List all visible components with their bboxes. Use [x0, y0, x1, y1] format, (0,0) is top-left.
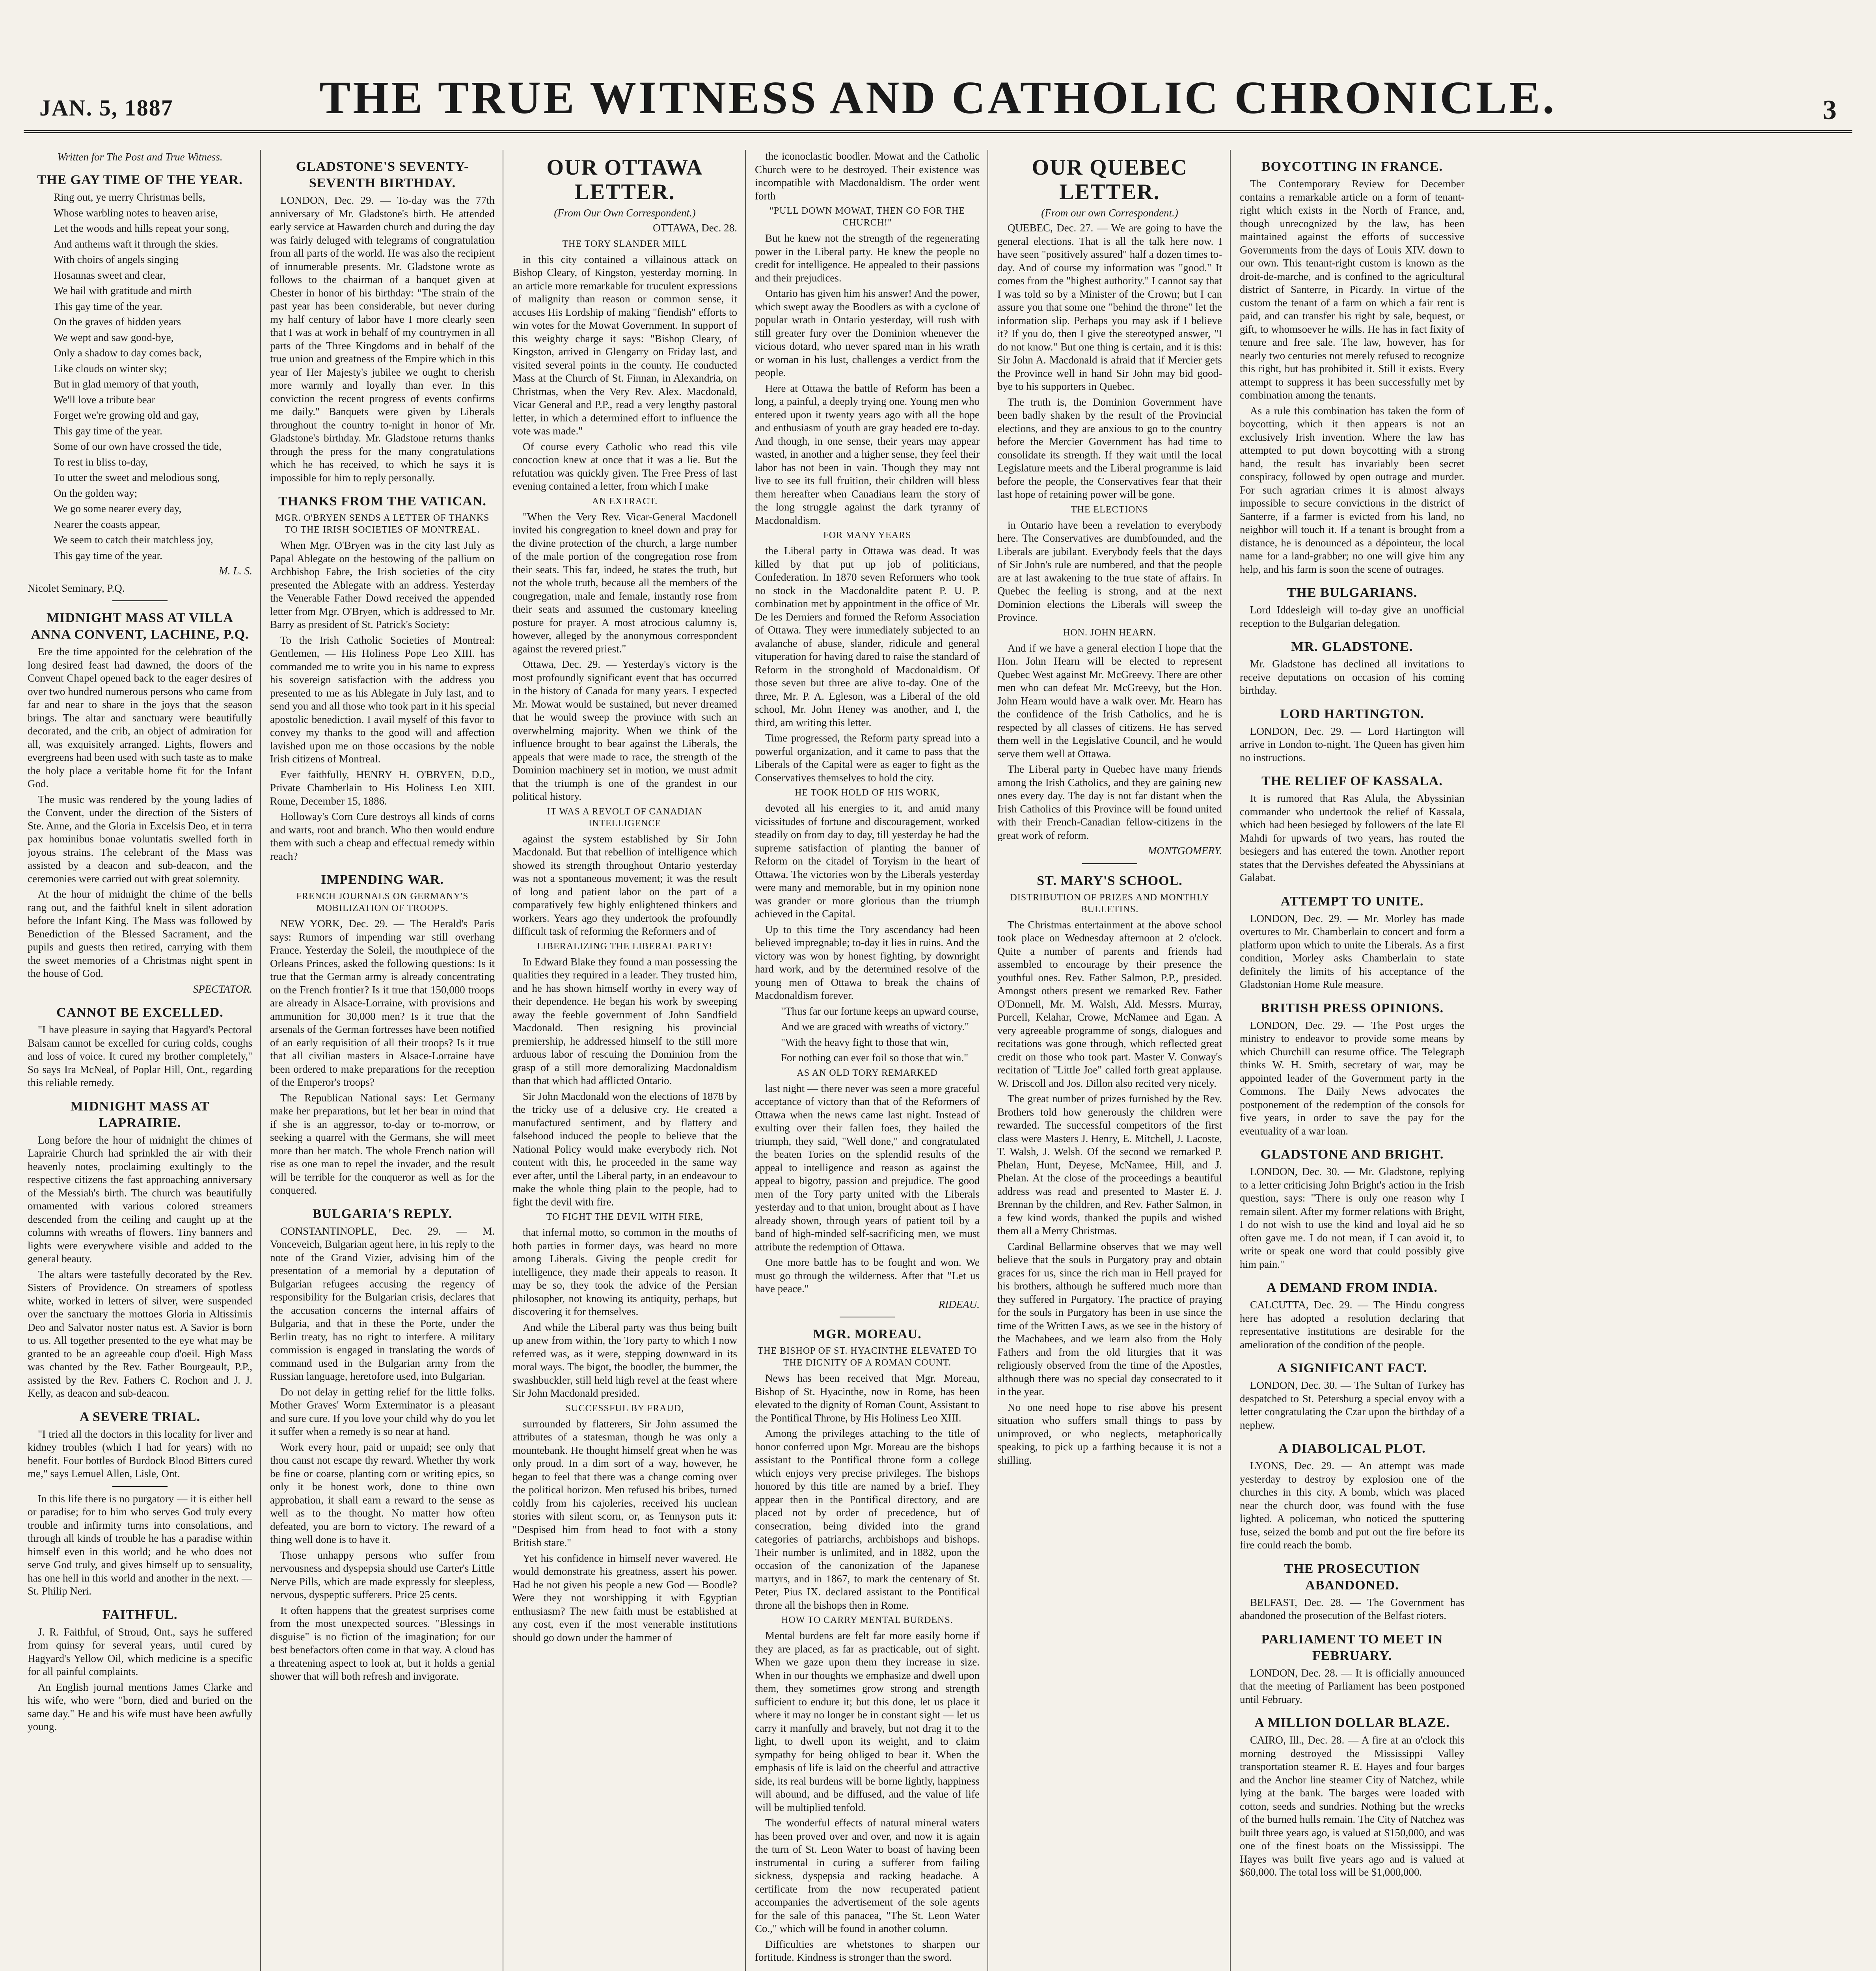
paragraph: When Mgr. O'Bryen was in the city last July as Papal Ablegate on the bestowing of the pallium on Archbishop Fabre, the Irish societies of the city presented the Ablegate with an address. Yesterday the Venerable Father Dowd received the appended letter from Mgr. O'Bryen, which is addressed to Mr. Barry as president of St. Patrick's Society: — [270, 539, 495, 630]
column-6 — [1240, 150, 1464, 1971]
article-headline: A DEMAND FROM INDIA. — [1267, 1280, 1438, 1295]
article-signature: MONTGOMERY. — [1148, 845, 1222, 857]
paragraph: surrounded by flatterers, Sir John assumed the attributes of a statesman, though he was only a mountebank. He thought himself great when he was only proud. In a dim sort of a way, however, he began to feel that there was a change coming over the political horizon. Men refused his bribes, turned coldly from his cajoleries, received his unclean stories with silent scorn, or, as Tennyson puts it: "Despised him from head to foot with a stony British stare." — [512, 1418, 737, 1548]
article-body — [1240, 1596, 1464, 1623]
section-head: AN EXTRACT. — [592, 496, 658, 507]
poem-line: Let the woods and hills repeat your song, — [54, 222, 229, 234]
article-body — [512, 510, 737, 803]
issue-date: JAN. 5, 1887 — [39, 95, 173, 121]
paragraph: Holloway's Corn Cure destroys all kinds of corns and warts, root and branch. Who then would endure them with such a cheap and effectual remedy within reach? — [270, 810, 495, 862]
paragraph: Difficulties are whetstones to sharpen our fortitude. Kindness is stronger than the sword. — [755, 1938, 980, 1963]
paragraph: The Liberal party in Quebec have many friends among the Irish Catholics, and they are gaining new ones every day. The day is not far distant when the Irish Catholics of this Province will be found united with their French-Canadian fellow-citizens in the great work of reform. — [997, 763, 1222, 841]
paragraph: Long before the hour of midnight the chimes of Laprairie Church had sprinkled the air with their heavenly notes, proclaiming exultingly to the respective citizens the fast approaching anniversary of the Messiah's birth. The church was beautifully ornamented with various colored streamers descended from the ceiling and caught up at the columns with wreaths of flowers. Tiny banners and lights were everywhere visible and added to the general beauty. — [28, 1134, 252, 1265]
section-head: THE ELECTIONS — [1071, 504, 1149, 515]
article-body — [28, 1626, 252, 1734]
letter-headline: OUR OTTAWA LETTER. — [546, 155, 703, 204]
paragraph: As a rule this combination has taken the form of boycotting, which it then appears is not an exclusively Irish invention. Where the law has attempted to put down boycotting with a strong hand, the result has invariably been secret conspiracy, followed by open outrage and murder. For such agrarian crimes it is almost always impossible to secure convictions in the district of Santerre, if a farmer is evicted from his land, no neighbor will touch it. If a tenant is brought from a distance, he is denounced as a dépointeur, the local name for a land-grabber; no one will give him any help, and his farm is soon the scene of outrages. — [1240, 404, 1464, 575]
paragraph: An English journal mentions James Clarke and his wife, who were "born, died and buried on the same day." He and his wife must have been awfully young. — [28, 1681, 252, 1733]
poem-line: We go some nearer every day, — [54, 503, 182, 514]
paragraph: CAIRO, Ill., Dec. 28. — A fire at an o'clock this morning destroyed the Mississippi Valley transportation steamer R. E. Hayes and four barges and the Anchor line steamer City of Natchez, while lying at the bank. The barges were loaded with cotton, seeds and sundries. Nothing but the wrecks of the burned hulls remain. The City of Natchez was built three years ago, is valued at $150,000, and was one of the finest boats on the Mississippi. The Hayes was built five years ago and is valued at $60,000. The total loss will be $1,000,000. — [1240, 1734, 1464, 1878]
paragraph: But he knew not the strength of the regenerating power in the Liberal party. He knew the people no credit for intelligence. He appealed to their passions and their prejudices. — [755, 232, 980, 284]
article-body — [512, 1418, 737, 1645]
verse-line: "Thus far our fortune keeps an upward course, — [781, 1005, 979, 1017]
poem-line: Nearer the coasts appear, — [54, 518, 160, 530]
article-subheadline: DISTRIBUTION OF PRIZES AND MONTHLY BULLETINS. — [1010, 892, 1209, 915]
paragraph: Among the privileges attaching to the title of honor conferred upon Mgr. Moreau are the bishops assistant to the Pontifical throne form a college which enjoys very precise privileges. The bishops honored by this title are named by a brief. They appear then in the Pontifical directory, and are placed not by order of precedence, but of consecration, being divided into the grand categories of patriarchs, archbishops and bishops. Their number is unlimited, and in 1882, upon the occasion of the canonization of the Japanese martyrs, and in 1867, to mark the centenary of St. Peter, Pius IX. declared assistant to the Pontifical throne all the bishops then in Rome. — [755, 1427, 980, 1611]
paragraph: Of course every Catholic who read this vile concoction knew at once that it was a lie. But the refutation was quickly given. The Free Press of last evening contained a letter, from which I make — [512, 440, 737, 492]
verse-line: "With the heavy fight to those that win, — [781, 1036, 949, 1048]
paragraph: LONDON, Dec. 29. — To-day was the 77th anniversary of Mr. Gladstone's birth. He attended early service at Hawarden church and during the day was fairly deluged with telegrams of congratulation from all parts of the world. He was also the recipient of innumerable presents. Mr. Gladstone wrote as follows to the chairman of a banquet given at Chester in honor of his birthday: "The strain of the past year has been considerable, but never during my half century of labor have I more clearly seen that I was at work in behalf of my countrymen in all parts of the Three Kingdoms and in behalf of the true union and greatness of the Empire which in this year of Her Majesty's jubilee we ought to cherish more warmly and loyally than ever. In this conviction the recent progress of events confirms me daily." Banquets were given by Liberals throughout the country to-night in honor of Mr. Gladstone's birthday. Mr. Gladstone returns thanks through the press for the many congratulations which he has received, to which he says it is impossible for him to reply personally. — [270, 194, 495, 484]
article-body — [1240, 1459, 1464, 1552]
poem-verses — [28, 191, 252, 562]
paragraph: against the system established by Sir John Macdonald. But that rebellion of intelligence which showed its strength throughout Ontario yesterday was not a spontaneous movement; it was the result of long and patient labor on the part of a comparatively few highly enlightened thinkers and workers. Years ago they undertook the profoundly difficult task of reforming the Reformers and of — [512, 833, 737, 937]
article-headline: ATTEMPT TO UNITE. — [1280, 894, 1424, 909]
article-body — [1240, 1019, 1464, 1138]
paragraph: Lord Iddesleigh will to-day give an unofficial reception to the Bulgarian delegation. — [1240, 604, 1464, 629]
poem-line: Whose warbling notes to heaven arise, — [54, 207, 218, 219]
column-rule — [987, 150, 988, 1971]
page-number: 3 — [1823, 95, 1837, 125]
article-body — [1240, 1165, 1464, 1271]
article-subheadline: THE BISHOP OF ST. HYACINTHE ELEVATED TO THE DIGNITY OF A ROMAN COUNT. — [757, 1346, 977, 1368]
section-head: IT WAS A REVOLT OF CANADIAN INTELLIGENCE — [547, 806, 703, 829]
article-body — [997, 642, 1222, 842]
article-body — [28, 1023, 252, 1090]
section-head: HOW TO CARRY MENTAL BURDENS. — [781, 1615, 953, 1625]
poem-line: This gay time of the year. — [54, 425, 162, 437]
paragraph: the Liberal party in Ottawa was dead. It was killed by that put up job of politicians, Confederation. In 1870 seven Reformers who took no stock in the Macdonaldite patent P. U. P. combination met by appointment in the office of Mr. De les Derniers and formed the Reform Association of Ottawa. They were immediately subjected to an avalanche of abuse, slander, ridicule and general vituperation for having dared to raise the standard of Reform in the stronghold of Macdonaldism. Of those seven but three are alive to-day. One of the three, Mr. P. A. Egleson, was a Liberal of the old school, Mr. John Heney was another, and I, the third, am writing this letter. — [755, 545, 980, 728]
article-body — [270, 194, 495, 484]
paragraph: It often happens that the greatest surprises come from the most unexpected sources. "Blessings in disguise" is no fiction of the imagination; for our best benefactors often come in that way. A cloud has a threatening aspect to look at, but it holds a genial shower that will both refresh and invigorate. — [270, 1604, 495, 1682]
article-body — [1240, 1667, 1464, 1706]
article-headline: A SEVERE TRIAL. — [79, 1409, 201, 1424]
poem-line: With choirs of angels singing — [54, 253, 179, 265]
paragraph: Cardinal Bellarmine observes that we may well believe that the souls in Purgatory pray and obtain graces for us, since the rich man in Hell prayed for his brothers, although he suffered much more than they suffered in Purgatory. The practice of praying for the souls in Purgatory has been in use since the time of the Written Laws, as we see in the history of the Machabees, and we learn also from the Holy Fathers and from the old liturgies that it was religiously observed from the time of the Apostles, although there was no special day consecrated to it in the year. — [997, 1240, 1222, 1397]
verse-line: For nothing can ever foil so those that win." — [781, 1052, 969, 1064]
article-body — [1240, 604, 1464, 630]
poem-line: To utter the sweet and melodious song, — [54, 471, 220, 483]
article-body — [28, 1428, 252, 1481]
article-subheadline: FRENCH JOURNALS ON GERMANY'S MOBILIZATION OF TROOPS. — [296, 891, 469, 913]
paragraph: Sir John Macdonald won the elections of 1878 by the tricky use of a delusive cry. He created a manufactured sentiment, and by flattery and falsehood induced the people to believe that the National Policy would make everybody rich. Not content with this, he proceeded in the same way ever after, until the Liberal party, in an endeavour to make the whole thing plain to the people, had to fight the devil with fire. — [512, 1090, 737, 1208]
paragraph: Those unhappy persons who suffer from nervousness and dyspepsia should use Carter's Little Nerve Pills, which are made expressly for sleepless, nervous, dyspeptic sufferers. Price 25 cents. — [270, 1549, 495, 1600]
paragraph: LONDON, Dec. 28. — It is officially announced that the meeting of Parliament has been postponed until February. — [1240, 1667, 1464, 1705]
article-headline: MR. GLADSTONE. — [1291, 639, 1413, 654]
article-headline: ST. MARY'S SCHOOL. — [1037, 873, 1183, 888]
paragraph: in Ontario have been a revelation to everybody here. The Conservatives are dumbfounded, and the Liberals are jubilant. Everybody feels that the days of Sir John's rule are numbered, and that the people are at last awakening to the true state of affairs. In Quebec the feeling is strong, and at the next Dominion elections the Liberals will sweep the Province. — [997, 519, 1222, 623]
paragraph: The great number of prizes furnished by the Rev. Brothers told how generously the children were rewarded. The successful competitors of the first class were Masters J. Henry, E. Mitchell, J. Lacoste, T. Walsh, J. Welsh. Of the second we remarked P. Phelan, Hunt, Deyese, McNamee, Hill, and J. Phelan. At the close of the proceedings a beautiful address was read and presented to Master E. J. Brennan by the children, and Rev. Father Salmon, in a few kind words, thanked the pupils and wished them all a Merry Christmas. — [997, 1093, 1222, 1237]
paragraph: At the hour of midnight the chime of the bells rang out, and the faithful knelt in silent adoration before the Infant King. The Mass was followed by Benediction of the Blessed Sacrament, and the pupils and guests then retired, carrying with them the sweet memories of a Christmas night spent in the house of God. — [28, 888, 252, 979]
poem-line: But in glad memory of that youth, — [54, 378, 199, 390]
poem-line: Hosannas sweet and clear, — [54, 269, 166, 281]
paragraph: that infernal motto, so common in the mouths of both parties in former days, was heard no more among Liberals. Giving the people credit for intelligence, they made their appeals to reason. It may be so, they took the advice of the Persian philosopher, not knowing its antiquity, perhaps, but discovering it for themselves. — [512, 1226, 737, 1317]
poem-note: Written for The Post and True Witness. — [57, 151, 223, 163]
article-body — [1240, 1379, 1464, 1432]
section-head: "PULL DOWN MOWAT, THEN GO FOR THE CHURCH!" — [769, 206, 965, 228]
paragraph: The Republican National says: Let Germany make her preparations, but let her bear in mind that if she is an aggressor, to-day or to-morrow, or seeking a quarrel with the Germans, she will meet more than her match. The whole French nation will rise as one man to repel the invader, and the result will be terrible for the conqueror as well as for the conquered. — [270, 1092, 495, 1196]
newspaper-title: THE TRUE WITNESS AND CATHOLIC CHRONICLE. — [319, 72, 1557, 123]
poem-line: Forget we're growing old and gay, — [54, 409, 199, 421]
poem-line: Only a shadow to day comes back, — [54, 347, 202, 359]
poem-line: This gay time of the year. — [54, 549, 162, 561]
article-headline: MIDNIGHT MASS AT VILLA ANNA CONVENT, LACHINE, P.Q. — [31, 611, 249, 642]
article-body — [1240, 725, 1464, 765]
paragraph: No one need hope to rise above his present situation who suffers small things to pass by unimproved, or who neglects, metaphorically speaking, to pick up a farthing because it is not a shilling. — [997, 1401, 1222, 1466]
article-body — [755, 1082, 980, 1296]
letter-subnote: (From Our Own Correspondent.) — [554, 207, 696, 219]
letter-subnote: (From our own Correspondent.) — [1041, 207, 1178, 219]
article-headline: BOYCOTTING IN FRANCE. — [1261, 159, 1443, 174]
article-body — [1240, 1298, 1464, 1351]
paragraph: NEW YORK, Dec. 29. — The Herald's Paris says: Rumors of impending war still overhang France. Yesterday the Soleil, the mouthpiece of the Orleans Princes, asked the following questions: Is it true that the German army is already concentrating on the French frontier? Is it true that 150,000 troops are already in Alsace-Lorraine, with provisions and ammunition for 30,000 men? Is it true that the arsenals of the German fortresses have been notified of an early requisition of all their troops? Is it true that all civilian masters in Alsace-Lorraine have been ordered to make preparations for the reception of the Emperor's troops? — [270, 918, 495, 1088]
article-headline: THE BULGARIANS. — [1287, 585, 1418, 600]
article-headline: A MILLION DOLLAR BLAZE. — [1254, 1716, 1450, 1730]
paragraph: the iconoclastic boodler. Mowat and the Catholic Church were to be destroyed. Their existence was incompatible with Macdonaldism. The order went forth — [755, 150, 980, 202]
paragraph: The Christmas entertainment at the above school took place on Wednesday afternoon at 2 o'clock. Quite a number of parents and friends had assembled to encourage by their presence the youthful ones. Rev. Father Salmon, P.P., presided. Amongst others present we remarked Rev. Father O'Donnell, Mr. M. Walsh, Ald. Messrs. Murray, Purcell, Kelahar, Crowe, McNamee and Egan. A very agreeable programme of songs, dialogues and recitations was gone through, which reflected great credit on those who took part. Master V. Conway's recitation of "Little Joe" called forth great applause. W. Driscoll and Jos. Dillon also recited very nicely. — [997, 918, 1222, 1089]
section-head: FOR MANY YEARS — [823, 530, 911, 540]
paragraph: QUEBEC, Dec. 27. — We are going to have the general elections. That is all the talk here now. I have seen "positively assured" half a dozen times to-day. And of course my information was "good." It comes from the "highest authority." I cannot say that I was told so by a Minister of the Crown; but I can assure you that some one "behind the throne" let the information slip. Perhaps you may ask if I believe it? If you do, then I give the stereotyped answer, "I do not know." But one thing is certain, and it is this: Sir John A. Macdonald is afraid that if Mercier gets the Province well in hand Sir John may bid good-bye to his supporters in Quebec. — [997, 222, 1222, 392]
paragraph: The truth is, the Dominion Government have been badly shaken by the result of the Provincial elections, and they are anxious to go to the country before the Mercier Government has had time to consolidate its strength. If they wait until the local Legislature meets and the Liberal programme is laid before the people, the Conservatives fear that their last hope of retaining power will be gone. — [997, 396, 1222, 500]
poem-place: Nicolet Seminary, P.Q. — [28, 582, 125, 594]
paragraph: In Edward Blake they found a man possessing the qualities they required in a leader. They trusted him, and he has shown himself worthy in every way of their dependence. He began his work by sweeping away the feeble government of John Sandfield Macdonald. Then resigning his provincial premiership, he addressed himself to the still more arduous labor of rescuing the Dominion from the grasp of a still more demoralizing Macdonaldism than that which had afflicted Ontario. — [512, 956, 737, 1086]
paragraph: One more battle has to be fought and won. We must go through the wilderness. After that "Let us have peace." — [755, 1256, 980, 1295]
dateline: OTTAWA, Dec. 28. — [653, 222, 737, 234]
article-body — [512, 956, 737, 1209]
article-body — [512, 833, 737, 938]
paragraph: Time progressed, the Reform party spread into a powerful organization, and it came to pass that the Liberals of the Capital were as eager to fight as the Conservatives themselves to hold the city. — [755, 732, 980, 784]
article-body — [755, 1372, 980, 1612]
paragraph: To the Irish Catholic Societies of Montreal: Gentlemen, — His Holiness Pope Leo XIII. has commanded me to write you in his name to express his sovereign satisfaction with the address you presented to me as his Ablegate in July last, and to send you and all those who took part in it his special apostolic benediction. I avail myself of this favor to convey my thanks to the good will and affection lavished upon me on those occasions by the noble Irish citizens of Montreal. — [270, 634, 495, 765]
divider — [112, 600, 168, 601]
paragraph: Ever faithfully, HENRY H. O'BRYEN, D.D., Private Chamberlain to His Holiness Leo XIII. Rome, December 15, 1886. — [270, 768, 495, 807]
paragraph: Ere the time appointed for the celebration of the long desired feast had dawned, the doors of the Convent Chapel opened back to the eager desires of over two hundred numerous persons who came from far and near to share in the joys that the season brings. The altar and sanctuary were beautifully decorated, and the crib, an object of admiration for all, was exquisitely arranged. Lights, flowers and evergreens had been used with such taste as to make the holy place a veritable home fit for the Infant God. — [28, 646, 252, 790]
article-signature: SPECTATOR. — [193, 983, 252, 995]
poem-line: We'll love a tribute bear — [54, 393, 155, 406]
paragraph: LONDON, Dec. 30. — The Sultan of Turkey has despatched to St. Petersburg a special envoy with a letter congratulating the Czar upon the birthday of a nephew. — [1240, 1379, 1464, 1431]
paragraph: CALCUTTA, Dec. 29. — The Hindu congress here has adopted a resolution declaring that representative institutions are desirable for the amelioration of the condition of the people. — [1240, 1299, 1464, 1351]
column-rule — [1230, 150, 1231, 1971]
article-body — [755, 1629, 980, 1964]
article-body — [512, 1226, 737, 1400]
poem-line: This gay time of the year. — [54, 300, 162, 312]
article-headline: CANNOT BE EXCELLED. — [56, 1005, 224, 1020]
paragraph: devoted all his energies to it, and amid many vicissitudes of fortune and discouragement, worked steadily on from day to day, till yesterday he had the supreme satisfaction of planting the banner of Reform on the citadel of Toryism in the heart of Ottawa. The victories won by the Liberals yesterday were many and memorable, but in my opinion none was grander or more glorious than the triumph achieved in the Capital. — [755, 802, 980, 920]
article-body — [1240, 177, 1464, 576]
paragraph: "I tried all the doctors in this locality for liver and kidney troubles (which I had for years) with no benefit. Four bottles of Burdock Blood Bitters cured me," says Lemuel Allen, Lisle, Ont. — [28, 1428, 252, 1479]
article-body — [28, 1492, 252, 1598]
poem-line: And anthems waft it through the skies. — [54, 238, 218, 250]
article-body — [997, 222, 1222, 501]
column-5 — [997, 150, 1222, 1971]
article-headline: BULGARIA'S REPLY. — [312, 1206, 453, 1221]
section-head: HE TOOK HOLD OF HIS WORK, — [795, 788, 940, 798]
divider — [112, 1486, 168, 1487]
section-head: THE TORY SLANDER MILL — [562, 238, 687, 249]
paragraph: LONDON, Dec. 29. — Mr. Morley has made overtures to Mr. Chamberlain to concert and form a platform upon which to unite the Liberals. As a first condition, Morley asks Chamberlain to state definitely the limits of his acceptance of the Gladstonian Home Rule measure. — [1240, 912, 1464, 990]
paragraph: Mental burdens are felt far more easily borne if they are placed, as far as practicable, out of sight. When we gaze upon them they increase in size. When in our thoughts we emphasize and dwell upon them, they sometimes grow strong and strength sufficient to endure it; but this done, let us place it where it may no longer be in constant sight — let us carry it manfully and bravely, but not drag it to the light, to dwell upon its weight, and to claim sympathy for being obliged to bear it. When the emphasis of life is laid on the cheerful and attractive side, its real burdens will be borne lightly, happiness will abound, and be diffused, and the value of life will be multiplied tenfold. — [755, 1630, 980, 1813]
article-headline: GLADSTONE AND BRIGHT. — [1260, 1147, 1444, 1162]
paragraph: Here at Ottawa the battle of Reform has been a long, a painful, a deeply trying one. Young men who entered upon it twenty years ago with all the hope and enthusiasm of youth are gray headed ere to-day. And though, in one sense, their years may appear wasted, in another and a higher sense, they feel their labor has not been in vain. Though they may not live to see its full fruition, their children will bless them hereafter when Canadians learn the story of the long struggle against the dark tyranny of Macdonaldism. — [755, 382, 980, 526]
article-headline: A SIGNIFICANT FACT. — [1277, 1361, 1427, 1375]
paragraph: last night — there never was seen a more graceful acceptance of victory than that of the Reformers of Ottawa when the news came last night. Instead of exulting over their fallen foes, they hailed the triumph, they said, "Well done," and congratulated the beaten Tories on the splendid results of the appeal to intelligence and reason as against the appeal to bigotry, passion and prejudice. The good men of the Tory party united with the Liberals yesterday and to that union, brought about as I have already shown, through years of patient toil by a band of high-minded self-sacrificing men, we must attribute the redemption of Ottawa. — [755, 1082, 980, 1253]
paragraph: Ottawa, Dec. 29. — Yesterday's victory is the most profoundly significant event that has occurred in the history of Canada for many years. I expected Mr. Mowat would be sustained, but never dreamed that he would sweep the province with such an overwhelming majority. When we think of the influence brought to bear against the Liberals, the appeals that were made to race, the strength of the Dominion machinery set in motion, we must admit that the triumph is one of the grandest in our political history. — [512, 658, 737, 802]
article-body — [512, 253, 737, 493]
paragraph: "I have pleasure in saying that Hagyard's Pectoral Balsam cannot be excelled for curing colds, coughs and loss of voice. It cured my brother completely," So says Ira McNeal, of Poplar Hill, Ont., regarding this reliable remedy. — [28, 1024, 252, 1088]
article-body — [1240, 792, 1464, 885]
column-1 — [28, 150, 252, 1971]
divider — [1082, 863, 1137, 864]
paragraph: J. R. Faithful, of Stroud, Ont., says he suffered from quinsy for several years, until cured by Hagyard's Yellow Oil, which medicine is a specific for all painful complaints. — [28, 1626, 252, 1677]
paragraph: In this life there is no purgatory — it is either hell or paradise; for to him who serves God truly every trouble and infirmity turns into consolations, and through all kinds of trouble he has a paradise within himself even in this world; and he who does not serve God truly, and gives himself up to sensuality, has one hell in this world and another in the next. — St. Philip Neri. — [28, 1492, 252, 1597]
paragraph: in this city contained a villainous attack on Bishop Cleary, of Kingston, yesterday morning. In an article more remarkable for truculent expressions of malignity than reason or common sense, it accuses His Lordship of making "fiendish" efforts to win votes for the Mowat Government. In support of this weighty charge it says: "Bishop Cleary, of Kingston, arrived in Glengarry on Friday last, and visited several points in the county. He conducted Mass at the Church of St. Finnan, in Alexandria, on Christmas, when the Very Rev. Alex. Macdonald, Vicar General and P.P., read a very lengthy pastoral letter, in which a determined effort to influence the vote was made." — [512, 253, 737, 437]
article-body — [1240, 912, 1464, 991]
poem-line: On the graves of hidden years — [54, 316, 181, 328]
paragraph: LONDON, Dec. 30. — Mr. Gladstone, replying to a letter criticising John Bright's action in the Irish question, says: "There is only one reason why I remain silent. After my former relations with Bright, I do not wish to use the kind and loyal aid he so often gave me. I do not mean, if I can avoid it, to write or speak one word that could possibly give him pain." — [1240, 1166, 1464, 1270]
paragraph: And while the Liberal party was thus being built up anew from within, the Tory party to which I now referred was, as it were, stepping downward in its moral ways. The bigot, the boodler, the bummer, the swashbuckler, still held high revel at the feast where Sir John Macdonald presided. — [512, 1321, 737, 1399]
poem-line: Some of our own have crossed the tide, — [54, 440, 222, 452]
article-headline: IMPENDING WAR. — [321, 872, 444, 887]
poem-line: Ring out, ye merry Christmas bells, — [54, 191, 205, 203]
article-body — [28, 1134, 252, 1400]
section-head: HON. JOHN HEARN. — [1063, 627, 1156, 638]
paragraph: Yet his confidence in himself never wavered. He would demonstrate his greatness, assert his power. Had he not given his people a new God — Boodle? Were they not worshipping it with Egyptian enthusiasm? The new faith must be established at any cost, even if the most venerable institutions should go down under the hammer of — [512, 1552, 737, 1643]
letter-headline: OUR QUEBEC LETTER. — [1032, 155, 1188, 204]
article-headline: A DIABOLICAL PLOT. — [1278, 1441, 1426, 1456]
paragraph: LYONS, Dec. 29. — An attempt was made yesterday to destroy by explosion one of the churches in this city. A bomb, which was placed near the church door, was found with the fuse lighted. A policeman, who noticed the sputtering fuse, seized the bomb and put out the fire before its fire could reach the bomb. — [1240, 1460, 1464, 1551]
section-head: LIBERALIZING THE LIBERAL PARTY! — [537, 941, 713, 952]
article-headline: BRITISH PRESS OPINIONS. — [1260, 1000, 1444, 1015]
article-signature: RIDEAU. — [938, 1298, 980, 1310]
column-rule — [745, 150, 746, 1971]
paragraph: The wonderful effects of natural mineral waters has been proved over and over, and now it is again the turn of St. Leon Water to boast of having been instrumental in curing a sufferer from failing sickness, dyspepsia and racking headache. A certificate from the now recuperated patient accompanies the advertisement of the sole agents for the sale of this panacea, "The St. Leon Water Co.," which will be found in another column. — [755, 1817, 980, 1934]
section-head: TO FIGHT THE DEVIL WITH FIRE, — [546, 1212, 704, 1222]
article-headline: MGR. MOREAU. — [813, 1327, 922, 1341]
paragraph: Ontario has given him his answer! And the power, which swept away the Boodlers as with a cyclone of popular wrath in Ontario yesterday, will rush with still greater fury over the Dominion whenever the vicious dotard, who never spared man in his wrath or woman in his lust, challenges a verdict from the people. — [755, 287, 980, 378]
article-body — [755, 544, 980, 784]
paragraph: The altars were tastefully decorated by the Rev. Sisters of Providence. On streamers of spotless white, worked in letters of silver, were suspended over the sanctuary the mottoes Gloria in Altissimis Deo and Salvator noster natus est. A Savior is born to us. All together presented to the eye what may be granted to be an agreeable coup d'oeil. High Mass was chanted by the Rev. Father Bourgeault, P.P., assisted by the Rev. Fathers C. Rochon and J. J. Kelly, as deacon and sub-deacon. — [28, 1268, 252, 1399]
article-subheadline: MGR. O'BRYEN SENDS A LETTER OF THANKS TO THE IRISH SOCIETIES OF MONTREAL. — [275, 513, 490, 535]
column-rule — [260, 150, 261, 1971]
paragraph: And if we have a general election I hope that the Hon. John Hearn will be elected to represent Quebec West against Mr. McGreevy. There are other men who can defeat Mr. McGreevy, but the Hon. John Hearn would have a walk over. Mr. Hearn has the confidence of the Irish Catholics, and he is respected by all classes of citizens. He has served them well in the Legislative Council, and he would serve them well at Ottawa. — [997, 642, 1222, 760]
section-head: SUCCESSFUL BY FRAUD, — [565, 1403, 684, 1414]
article-headline: THE RELIEF OF KASSALA. — [1261, 774, 1443, 788]
article-headline: LORD HARTINGTON. — [1280, 706, 1424, 721]
article-body — [28, 645, 252, 980]
paragraph: LONDON, Dec. 29. — The Post urges the ministry to endeavor to provide some means by which Churchill can resume office. The Telegraph thinks W. H. Smith, secretary of war, may be appointed leader of the Government party in the Commons. The Daily News advocates the postponement of the redemption of the consols for five years, in order to save the pay for the eventuality of a war loan. — [1240, 1019, 1464, 1137]
article-headline: MIDNIGHT MASS AT LAPRAIRIE. — [70, 1099, 210, 1130]
article-body — [755, 232, 980, 527]
poem-line: Like clouds on winter sky; — [54, 362, 167, 374]
poem-line: We seem to catch their matchless joy, — [54, 534, 213, 546]
paragraph: Up to this time the Tory ascendancy had been believed impregnable; to-day it lies in ruins. And the victory was won by honest fighting, by downright hard work, and by the determined resolve of the young men of Ottawa to break the chains of Macdonaldism forever. — [755, 923, 980, 1001]
paragraph: "When the Very Rev. Vicar-General Macdonell invited his congregation to kneel down and pray for the divine protection of the church, a large number of the male portion of the congregation rose from their seats. This far, indeed, he states the truth, but not the whole truth, because all the members of the congregation, male and female, instantly rose from their seats and assumed the customary kneeling posture for prayer. A most atrocious calumny is, however, alleged by the anonymous correspondent against the revered priest." — [512, 510, 737, 655]
section-head: AS AN OLD TORY REMARKED — [797, 1067, 938, 1078]
poem-line: To rest in bliss to-day, — [54, 456, 148, 468]
article-body — [755, 802, 980, 1002]
column-2 — [270, 150, 495, 1971]
article-headline: GLADSTONE'S SEVENTY-SEVENTH BIRTHDAY. — [296, 159, 469, 190]
paragraph: The music was rendered by the young ladies of the Convent, under the direction of the Sisters of Ste. Anne, and the Gloria in Excelsis Deo, et in terra pax hominibus bonae voluntatis swelled forth in joyous strains. The celebrant of the Mass was assisted by a deacon and sub-deacon, and the ceremonies were carried out with great solemnity. — [28, 793, 252, 885]
column-3 — [512, 150, 737, 1971]
poem-line: On the golden way; — [54, 487, 138, 499]
article-body — [1240, 1734, 1464, 1879]
paragraph: CONSTANTINOPLE, Dec. 29. — M. Vonceveich, Bulgarian agent here, in his reply to the note of the Grand Vizier, advising him of the presentation of a memorial by a deputation of Bulgarian refugees accusing the regency of responsibility for the Bulgarian crisis, declares that the accusation concerns the internal affairs of Bulgaria, and that in these the Porte, under the Berlin treaty, has no right to interfere. A military commission is engaged in translating the words of command used in the Bulgarian army from the Russian language, heretofore used, into Bulgarian. — [270, 1225, 495, 1382]
article-headline: FAITHFUL. — [102, 1607, 178, 1622]
article-headline: THANKS FROM THE VATICAN. — [278, 494, 486, 509]
paragraph: Mr. Gladstone has declined all invitations to receive deputations on occasion of his coming birthday. — [1240, 658, 1464, 696]
article-body — [997, 519, 1222, 624]
paragraph: Do not delay in getting relief for the little folks. Mother Graves' Worm Exterminator is a pleasant and sure cure. If you love your child why do you let it suffer when a remedy is so near at hand. — [270, 1386, 495, 1437]
article-headline: THE PROSECUTION ABANDONED. — [1284, 1561, 1420, 1593]
masthead — [24, 67, 1852, 133]
paragraph: LONDON, Dec. 29. — Lord Hartington will arrive in London to-night. The Queen has given him no instructions. — [1240, 725, 1464, 764]
paragraph: BELFAST, Dec. 28. — The Government has abandoned the prosecution of the Belfast rioters. — [1240, 1596, 1464, 1621]
poem-signature: M. L. S. — [219, 565, 252, 577]
article-body — [755, 150, 980, 203]
article-body — [270, 917, 495, 1197]
article-body — [270, 1225, 495, 1683]
paragraph: The Contemporary Review for December contains a remarkable article on a form of tenant-right which exists in the North of France, and, though unrecognized by the law, has been maintained against the efforts of successive Governments from the days of Louis XIV. down to our own. This tenant-right custom is known as the droit-de-marche, and is confined to the agricultural district of Santerre, in Picardy. In virtue of the custom the tenant of a farm on which a fair rent is paid, and can transfer his right by sale, bequest, or gift, to whomsoever he wills. He has in fact fixity of tenure and free sale. The law, however, has for nearly two centuries not merely refused to recognize this right, but has prohibited it. Still it exists. Every attempt to suppress it has been successfully met by combination among the tenants. — [1240, 178, 1464, 401]
article-headline: PARLIAMENT TO MEET IN FEBRUARY. — [1261, 1632, 1443, 1663]
poem-title: THE GAY TIME OF THE YEAR. — [37, 173, 243, 187]
article-body — [1240, 658, 1464, 697]
article-body — [270, 539, 495, 863]
poem-line: We hail with gratitude and mirth — [54, 285, 192, 296]
article-body — [997, 918, 1222, 1467]
verse-line: And we are graced with wreaths of victory." — [781, 1021, 969, 1032]
paragraph: It is rumored that Ras Alula, the Abyssinian commander who undertook the relief of Kassala, which had been besieged by followers of the late El Mahdi for upwards of two years, has routed the besiegers and has entered the town. Another report states that the Dervishes defeated the Abyssinians at Galabat. — [1240, 792, 1464, 883]
column-4 — [755, 150, 980, 1971]
quoted-verse — [755, 1005, 980, 1065]
poem-line: We wept and saw good-bye, — [54, 331, 174, 343]
paragraph: Work every hour, paid or unpaid; see only that thou canst not escape thy reward. Whether thy work be fine or coarse, planting corn or writing epics, so only it be honest work, done to thine own approbation, it shall earn a reward to the sense as well as to the thought. No matter how often defeated, you are born to victory. The reward of a thing well done is to have it. — [270, 1441, 495, 1545]
paragraph: News has been received that Mgr. Moreau, Bishop of St. Hyacinthe, now in Rome, has been elevated to the dignity of Roman Count, Assistant to the Pontifical Throne, by His Holiness Leo XIII. — [755, 1372, 980, 1424]
